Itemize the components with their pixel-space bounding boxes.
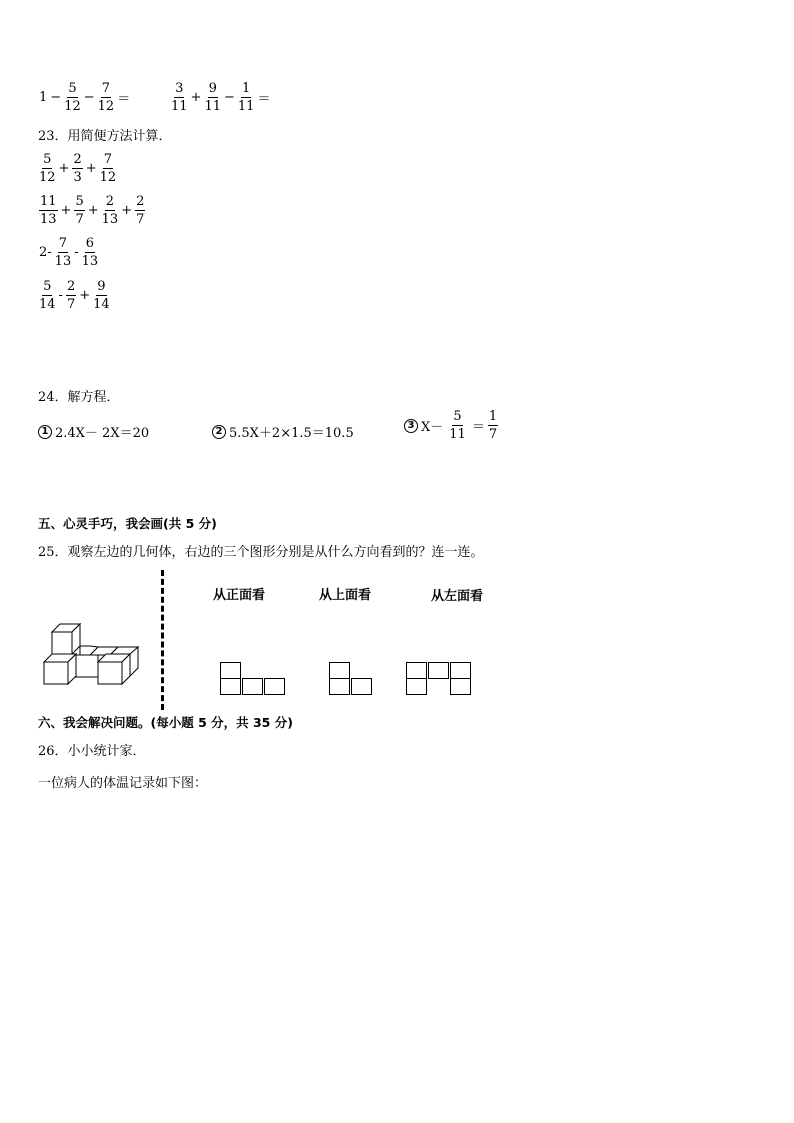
section-5-heading: 五、心灵手巧，我会画(共 5 分) — [38, 516, 217, 531]
fraction: $\frac{9}{11}$ — [204, 81, 221, 114]
view-label-front: 从正面看 — [213, 588, 266, 603]
circled-number-icon: 1 — [38, 425, 52, 439]
question-26-description: 一位病人的体温记录如下图： — [38, 776, 208, 791]
q23-line-4: $\frac{5}{14}$ - $\frac{2}{7}$ + $\frac{9}{14}$ — [39, 279, 110, 312]
circled-number-icon: 2 — [212, 425, 226, 439]
question-26-title: 26．小小统计家． — [38, 744, 146, 759]
q23-line-1: $\frac{5}{12}$ + $\frac{2}{3}$ + $\frac{7}{12}$ — [39, 152, 117, 185]
fraction: $\frac{5}{12}$ — [64, 81, 81, 114]
q24-equation-1: 1 2.4X－ 2X＝20 — [38, 422, 150, 441]
dashed-divider — [161, 570, 164, 710]
question-24-title: 24．解方程． — [38, 390, 120, 405]
view-label-left: 从左面看 — [431, 589, 484, 604]
view-shape-3 — [406, 662, 476, 700]
fraction: $\frac{7}{12}$ — [97, 81, 115, 114]
expr-top-2: $\frac{3}{11}$ + $\frac{9}{11}$ − $\frac{1}{11}$ ＝ — [171, 81, 271, 114]
fraction: $\frac{1}{11}$ — [237, 81, 255, 114]
circled-number-icon: 3 — [404, 419, 418, 433]
view-shape-1 — [220, 662, 290, 700]
view-label-top: 从上面看 — [319, 588, 372, 603]
expr-top-1: 1 − $\frac{5}{12}$ − $\frac{7}{12}$ ＝ — [39, 81, 131, 114]
cube-solid-figure — [40, 620, 145, 688]
q23-line-3: 2- $\frac{7}{13}$ - $\frac{6}{13}$ — [39, 236, 99, 269]
q23-line-2: $\frac{11}{13}$ + $\frac{5}{7}$ + $\frac{2}{13}$ + $\frac{2}{7}$ — [40, 194, 145, 227]
question-23-title: 23．用简便方法计算． — [38, 129, 172, 144]
view-shape-2 — [329, 662, 379, 700]
q24-equation-3: 3 X－ $\frac{5}{11}$ ＝ $\frac{1}{7}$ — [404, 410, 499, 441]
fraction: $\frac{3}{11}$ — [171, 81, 188, 114]
section-6-heading: 六、我会解决问题。(每小题 5 分，共 35 分) — [38, 715, 293, 730]
q24-equation-2: 2 5.5X＋2×1.5＝10.5 — [212, 422, 355, 441]
question-25-title: 25．观察左边的几何体，右边的三个图形分别是从什么方向看到的？连一连。 — [38, 545, 484, 560]
